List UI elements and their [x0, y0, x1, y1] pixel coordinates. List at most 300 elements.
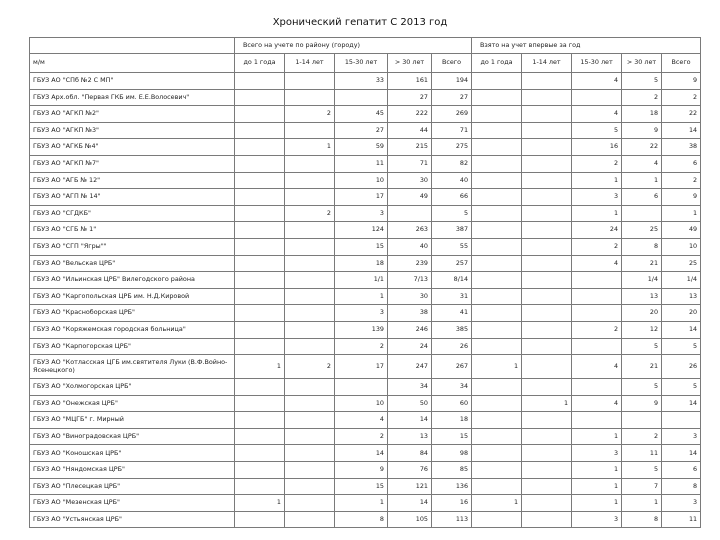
value-cell: 2 [572, 321, 622, 338]
value-cell: 6 [662, 155, 701, 172]
value-cell: 2 [285, 106, 335, 123]
value-cell [285, 478, 335, 495]
col-header: > 30 лет [388, 54, 432, 73]
value-cell: 13 [388, 428, 432, 445]
value-cell: 1 [622, 172, 662, 189]
value-cell: 3 [662, 495, 701, 512]
value-cell: 12 [622, 321, 662, 338]
value-cell: 5 [662, 379, 701, 396]
page-title: Хронический гепатит С 2013 год [272, 17, 448, 28]
institution-name [30, 122, 235, 139]
value-cell [572, 338, 622, 355]
table-row [30, 89, 701, 106]
table-row [30, 122, 701, 139]
value-cell [522, 106, 572, 123]
value-cell [285, 89, 335, 106]
institution-name-line: ГБУЗ АО "СГДКБ" [33, 208, 91, 217]
col-header: до 1 года [235, 54, 285, 73]
value-cell: 2 [622, 428, 662, 445]
institution-name-line: ГБУЗ АО "АГКП №3" [33, 125, 99, 134]
table-row [30, 238, 701, 255]
value-cell: 13 [622, 288, 662, 305]
value-cell [235, 445, 285, 462]
value-cell [522, 428, 572, 445]
institution-name-line: ГБУЗ АО "СПб №2 С МП" [33, 76, 114, 85]
institution-name-line: ГБУЗ АО "Холмогорская ЦРБ" [33, 382, 132, 391]
value-cell [472, 106, 522, 123]
institution-name [30, 412, 235, 429]
value-cell [622, 412, 662, 429]
value-cell: 18 [432, 412, 472, 429]
value-cell [522, 238, 572, 255]
value-cell [235, 172, 285, 189]
value-cell [522, 445, 572, 462]
value-cell: 2 [572, 155, 622, 172]
value-cell: 38 [388, 305, 432, 322]
value-cell [472, 445, 522, 462]
value-cell [335, 89, 388, 106]
value-cell: 22 [662, 106, 701, 123]
group-header-total: Всего на учете по району (городу) [235, 38, 472, 54]
value-cell: 1 [235, 355, 285, 379]
value-cell: 2 [335, 338, 388, 355]
value-cell: 20 [662, 305, 701, 322]
value-cell: 3 [335, 205, 388, 222]
value-cell: 11 [335, 155, 388, 172]
institution-name [30, 511, 235, 528]
value-cell [285, 272, 335, 289]
value-cell: 10 [335, 172, 388, 189]
value-cell [472, 205, 522, 222]
value-cell [472, 338, 522, 355]
value-cell [472, 272, 522, 289]
value-cell: 40 [388, 238, 432, 255]
value-cell [572, 288, 622, 305]
value-cell: 3 [572, 189, 622, 206]
value-cell [235, 288, 285, 305]
value-cell: 3 [572, 511, 622, 528]
value-cell: 11 [622, 445, 662, 462]
value-cell: 7/13 [388, 272, 432, 289]
value-cell: 24 [572, 222, 622, 239]
value-cell: 16 [432, 495, 472, 512]
value-cell [285, 305, 335, 322]
value-cell: 4 [335, 412, 388, 429]
value-cell: 41 [432, 305, 472, 322]
value-cell: 5 [622, 338, 662, 355]
institution-name-line: ГБУЗ АО "АГКБ №4" [33, 142, 99, 151]
value-cell: 34 [432, 379, 472, 396]
value-cell [522, 122, 572, 139]
value-cell: 263 [388, 222, 432, 239]
value-cell: 59 [335, 139, 388, 156]
value-cell: 269 [432, 106, 472, 123]
value-cell: 1 [472, 355, 522, 379]
value-cell [472, 478, 522, 495]
value-cell [572, 89, 622, 106]
value-cell: 27 [432, 89, 472, 106]
value-cell: 18 [335, 255, 388, 272]
institution-name-line: ГБУЗ АО "МЦГБ" г. Мирный [33, 415, 124, 424]
value-cell [472, 189, 522, 206]
value-cell: 31 [432, 288, 472, 305]
institution-name-line: ГБУЗ АО "Няндомская ЦРБ" [33, 465, 125, 474]
col-header: до 1 года [472, 54, 522, 73]
value-cell [572, 379, 622, 396]
value-cell: 71 [388, 155, 432, 172]
value-cell [285, 73, 335, 90]
value-cell: 267 [432, 355, 472, 379]
table-row [30, 73, 701, 90]
value-cell [235, 321, 285, 338]
value-cell [235, 222, 285, 239]
value-cell: 5 [572, 122, 622, 139]
value-cell [235, 106, 285, 123]
value-cell [522, 222, 572, 239]
value-cell: 14 [662, 122, 701, 139]
value-cell [285, 462, 335, 479]
value-cell [472, 155, 522, 172]
value-cell: 38 [662, 139, 701, 156]
value-cell: 1 [572, 172, 622, 189]
value-cell [522, 338, 572, 355]
value-cell [235, 379, 285, 396]
institution-name [30, 106, 235, 123]
value-cell: 18 [622, 106, 662, 123]
institution-name-line: ГБУЗ АО "Ильинская ЦРБ" Вилегодского района [33, 275, 195, 284]
value-cell [388, 205, 432, 222]
value-cell [235, 205, 285, 222]
value-cell [522, 412, 572, 429]
value-cell [235, 122, 285, 139]
value-cell: 1 [622, 495, 662, 512]
value-cell: 1 [335, 288, 388, 305]
value-cell [472, 122, 522, 139]
value-cell: 3 [572, 445, 622, 462]
value-cell: 9 [622, 395, 662, 412]
value-cell: 5 [622, 462, 662, 479]
value-cell [285, 338, 335, 355]
institution-name-line: ГБУЗ АО "Онежская ЦРБ" [33, 398, 118, 407]
institution-name [30, 338, 235, 355]
col-header: Всего [662, 54, 701, 73]
table-row [30, 139, 701, 156]
value-cell [472, 172, 522, 189]
value-cell: 21 [622, 355, 662, 379]
value-cell [285, 288, 335, 305]
value-cell: 9 [662, 189, 701, 206]
value-cell [522, 511, 572, 528]
value-cell: 257 [432, 255, 472, 272]
value-cell: 14 [388, 412, 432, 429]
value-cell: 20 [622, 305, 662, 322]
value-cell [522, 288, 572, 305]
value-cell: 26 [662, 355, 701, 379]
value-cell: 2 [285, 205, 335, 222]
value-cell [472, 395, 522, 412]
value-cell: 5 [662, 338, 701, 355]
value-cell: 1 [522, 395, 572, 412]
value-cell: 9 [335, 462, 388, 479]
table-row [30, 462, 701, 479]
value-cell: 275 [432, 139, 472, 156]
value-cell [235, 89, 285, 106]
value-cell: 40 [432, 172, 472, 189]
value-cell [285, 255, 335, 272]
value-cell: 9 [622, 122, 662, 139]
value-cell: 6 [662, 462, 701, 479]
value-cell [285, 495, 335, 512]
value-cell [285, 395, 335, 412]
value-cell: 4 [572, 73, 622, 90]
institution-name [30, 495, 235, 512]
value-cell: 22 [622, 139, 662, 156]
group-header-new: Взято на учет впервые за год [472, 38, 701, 54]
institution-name-line: ГБУЗ АО "Карпогорская ЦРБ" [33, 341, 131, 350]
value-cell: 14 [662, 445, 701, 462]
value-cell: 27 [388, 89, 432, 106]
table-row [30, 395, 701, 412]
institution-name [30, 288, 235, 305]
table-row [30, 255, 701, 272]
institution-name [30, 222, 235, 239]
value-cell [235, 338, 285, 355]
value-cell [235, 255, 285, 272]
value-cell [472, 73, 522, 90]
value-cell: 24 [388, 338, 432, 355]
value-cell [522, 255, 572, 272]
value-cell: 60 [432, 395, 472, 412]
institution-name-line: ГБУЗ АО "Каргопольская ЦРБ им. Н.Д.Кировой [33, 291, 190, 300]
value-cell: 2 [662, 172, 701, 189]
institution-name-line: ГБУЗ АО "СГП "Ягры"" [33, 241, 107, 250]
value-cell [522, 89, 572, 106]
value-cell [522, 321, 572, 338]
institution-name [30, 428, 235, 445]
institution-name [30, 395, 235, 412]
value-cell [235, 305, 285, 322]
value-cell [235, 478, 285, 495]
value-cell [522, 205, 572, 222]
table-row [30, 172, 701, 189]
value-cell: 8 [622, 238, 662, 255]
table-row [30, 338, 701, 355]
institution-name-line: Ясенецкого) [33, 365, 75, 374]
value-cell [285, 172, 335, 189]
value-cell [235, 155, 285, 172]
value-cell: 25 [662, 255, 701, 272]
institution-name-line: ГБУЗ АО "АГП № 14" [33, 192, 101, 201]
value-cell: 6 [622, 189, 662, 206]
value-cell [622, 205, 662, 222]
value-cell [472, 511, 522, 528]
value-cell: 1 [572, 478, 622, 495]
table-row [30, 189, 701, 206]
table-row [30, 478, 701, 495]
value-cell [285, 428, 335, 445]
col-header: 15-30 лет [335, 54, 388, 73]
value-cell: 1 [572, 495, 622, 512]
value-cell [522, 139, 572, 156]
value-cell: 385 [432, 321, 472, 338]
value-cell [285, 155, 335, 172]
value-cell: 13 [662, 288, 701, 305]
institution-name-line: ГБУЗ АО "АГБ № 12" [33, 175, 101, 184]
value-cell [522, 73, 572, 90]
institution-name-line: ГБУЗ АО "Коношская ЦРБ" [33, 448, 122, 457]
value-cell: 222 [388, 106, 432, 123]
value-cell: 194 [432, 73, 472, 90]
value-cell: 44 [388, 122, 432, 139]
table-row [30, 445, 701, 462]
value-cell: 2 [572, 238, 622, 255]
value-cell [285, 445, 335, 462]
value-cell: 161 [388, 73, 432, 90]
institution-name [30, 272, 235, 289]
institution-name [30, 172, 235, 189]
value-cell [235, 189, 285, 206]
institution-name-line: ГБУЗ АО "Котласская ЦГБ им.святителя Луки (В.Ф.Войно- [33, 358, 228, 367]
table-row [30, 355, 701, 379]
value-cell [335, 379, 388, 396]
value-cell: 4 [572, 355, 622, 379]
value-cell [522, 495, 572, 512]
value-cell: 5 [622, 73, 662, 90]
value-cell: 4 [622, 155, 662, 172]
value-cell [572, 305, 622, 322]
value-cell [285, 238, 335, 255]
table-body [30, 73, 701, 528]
value-cell [572, 272, 622, 289]
value-cell: 82 [432, 155, 472, 172]
value-cell [522, 305, 572, 322]
value-cell: 5 [622, 379, 662, 396]
value-cell: 3 [335, 305, 388, 322]
value-cell: 14 [335, 445, 388, 462]
value-cell: 15 [432, 428, 472, 445]
hepatitis-table [29, 37, 701, 528]
value-cell [235, 511, 285, 528]
institution-name [30, 189, 235, 206]
value-cell [235, 73, 285, 90]
value-cell [472, 379, 522, 396]
value-cell: 1 [285, 139, 335, 156]
institution-name-line: ГБУЗ АО "АГКП №2" [33, 109, 99, 118]
value-cell [472, 428, 522, 445]
value-cell: 16 [572, 139, 622, 156]
institution-name [30, 355, 235, 379]
value-cell [522, 189, 572, 206]
value-cell: 8 [662, 478, 701, 495]
value-cell: 84 [388, 445, 432, 462]
value-cell: 50 [388, 395, 432, 412]
value-cell: 239 [388, 255, 432, 272]
value-cell [522, 379, 572, 396]
value-cell: 7 [622, 478, 662, 495]
institution-name-line: ГБУЗ АО "Красноборская ЦРБ" [33, 308, 136, 317]
value-cell: 30 [388, 288, 432, 305]
institution-name [30, 379, 235, 396]
value-cell [472, 238, 522, 255]
value-cell: 2 [662, 89, 701, 106]
value-cell: 2 [335, 428, 388, 445]
institution-name-line: ГБУЗ АО "Плесецкая ЦРБ" [33, 481, 121, 490]
col-header: Всего [432, 54, 472, 73]
value-cell [472, 288, 522, 305]
value-cell: 113 [432, 511, 472, 528]
value-cell [235, 412, 285, 429]
value-cell: 85 [432, 462, 472, 479]
institution-name [30, 305, 235, 322]
table-header [30, 38, 701, 73]
institution-name-line: ГБУЗ Арх.обл. "Первая ГКБ им. Е.Е.Волосевич" [33, 92, 190, 101]
value-cell: 34 [388, 379, 432, 396]
value-cell [285, 511, 335, 528]
col-header: 1-14 лет [522, 54, 572, 73]
value-cell: 25 [622, 222, 662, 239]
institution-name-line: ГБУЗ АО "АГКП №7" [33, 159, 99, 168]
value-cell: 33 [335, 73, 388, 90]
value-cell: 136 [432, 478, 472, 495]
value-cell [285, 321, 335, 338]
institution-name-line: ГБУЗ АО "Вельская ЦРБ" [33, 258, 116, 267]
institution-name [30, 255, 235, 272]
table-row [30, 222, 701, 239]
value-cell: 1/4 [662, 272, 701, 289]
table-row [30, 305, 701, 322]
institution-name-line: ГБУЗ АО "Мезенская ЦРБ" [33, 498, 120, 507]
value-cell: 246 [388, 321, 432, 338]
value-cell [285, 189, 335, 206]
value-cell: 26 [432, 338, 472, 355]
value-cell [472, 255, 522, 272]
value-cell: 66 [432, 189, 472, 206]
value-cell [235, 139, 285, 156]
value-cell: 124 [335, 222, 388, 239]
value-cell [522, 155, 572, 172]
table-row [30, 495, 701, 512]
value-cell [235, 238, 285, 255]
value-cell: 49 [388, 189, 432, 206]
institution-name [30, 73, 235, 90]
value-cell: 15 [335, 478, 388, 495]
value-cell [522, 172, 572, 189]
value-cell: 14 [662, 321, 701, 338]
value-cell: 1 [572, 428, 622, 445]
table-row [30, 288, 701, 305]
value-cell: 98 [432, 445, 472, 462]
value-cell: 4 [572, 395, 622, 412]
table-row [30, 379, 701, 396]
value-cell: 1 [472, 495, 522, 512]
table-row [30, 511, 701, 528]
value-cell [472, 139, 522, 156]
institution-name-line: ГБУЗ АО "Коряжемская городская больница" [33, 324, 186, 333]
value-cell: 1 [572, 205, 622, 222]
value-cell [472, 462, 522, 479]
table-row [30, 428, 701, 445]
value-cell: 8 [335, 511, 388, 528]
value-cell: 4 [572, 106, 622, 123]
institution-name [30, 205, 235, 222]
value-cell: 8/14 [432, 272, 472, 289]
value-cell: 15 [335, 238, 388, 255]
value-cell: 215 [388, 139, 432, 156]
value-cell: 5 [432, 205, 472, 222]
institution-name [30, 445, 235, 462]
institution-name-line: ГБУЗ АО "СГБ № 1" [33, 225, 97, 234]
value-cell [572, 412, 622, 429]
